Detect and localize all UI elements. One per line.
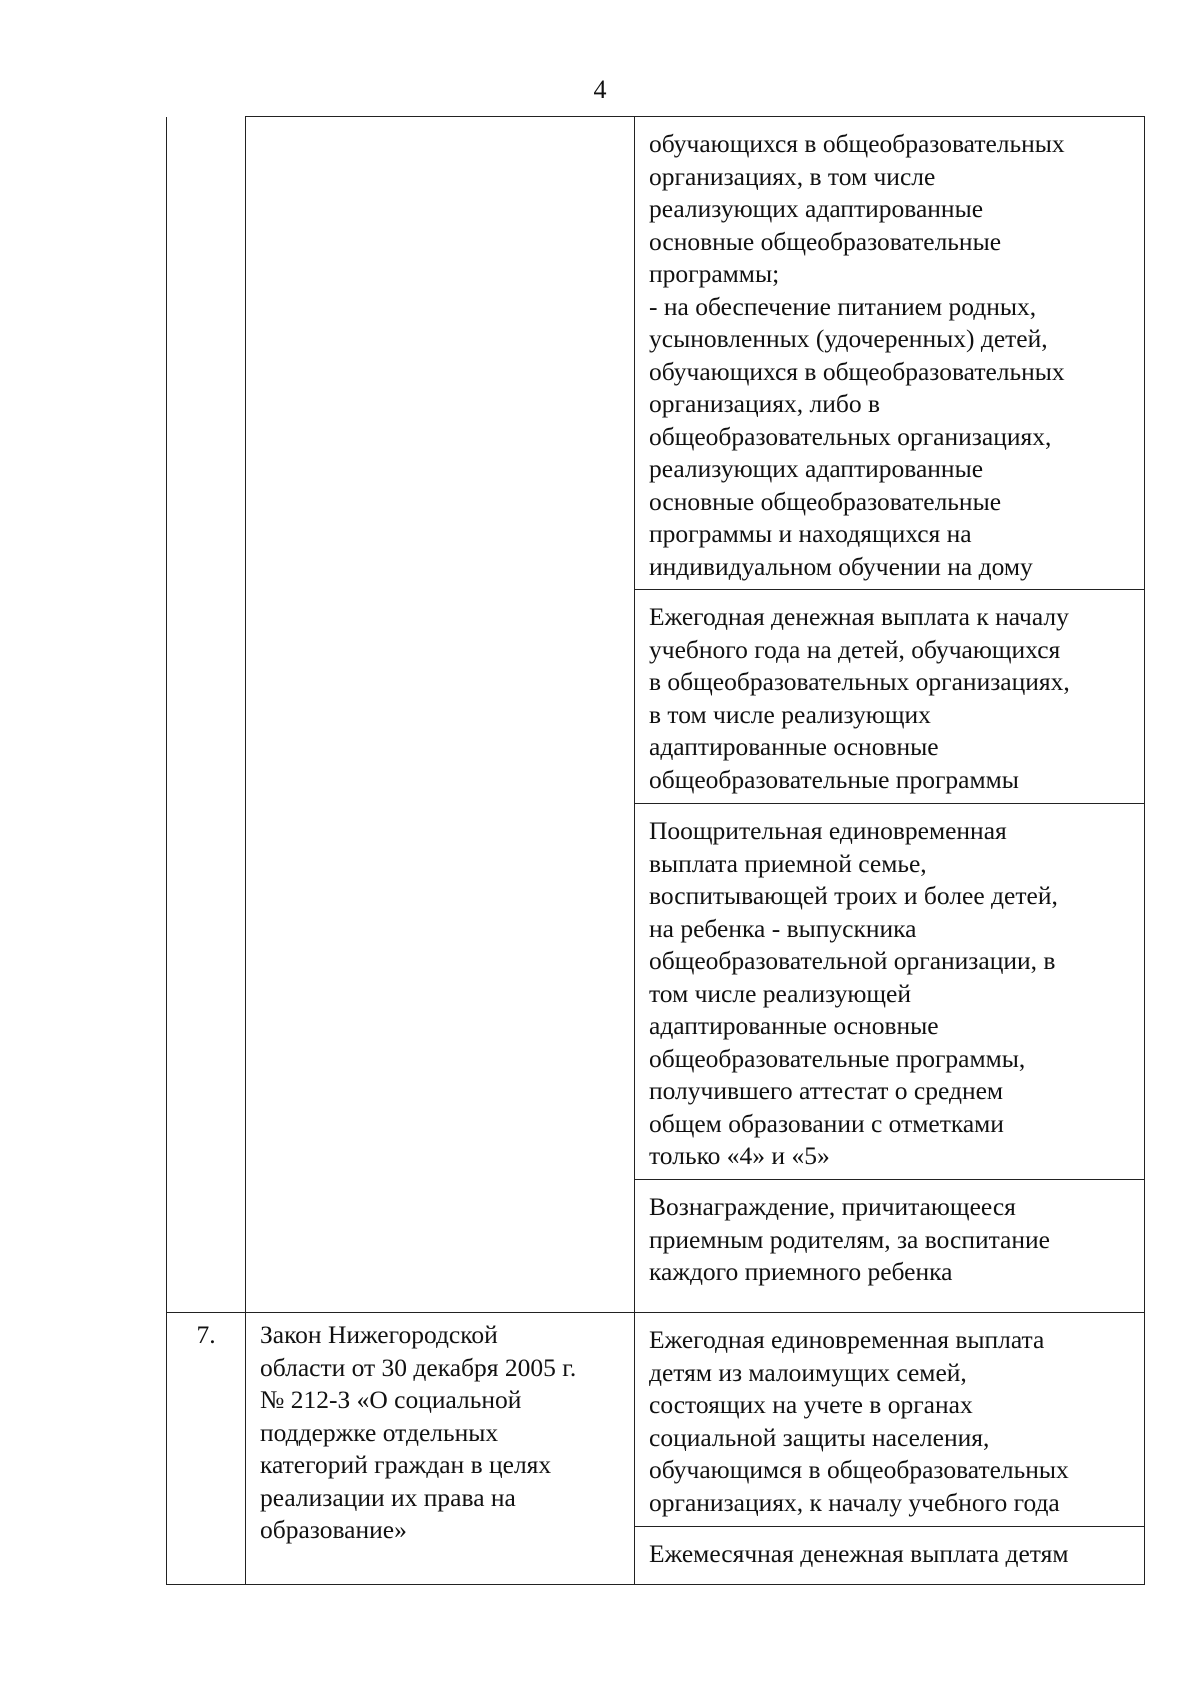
table-row — [167, 1313, 1145, 1527]
row-number — [167, 117, 246, 1313]
page-number: 4 — [593, 75, 607, 104]
table-row — [167, 117, 1145, 590]
law-cell — [246, 117, 635, 1313]
law-cell: Закон Нижегородской области от 30 декабря 2005 г. № 212-З «О социальной поддержке отдельных категорий граждан в целях реализации их права на образование» — [246, 1313, 635, 1585]
benefit-item: Поощрительная единовременная выплата приемной семье, воспитывающей троих и более детей, на ребенка - выпускника общеобразовательной организации, в том числе реализующей адаптированные основные общеобразовательные программы, получившего аттестат о среднем общем образовании с отметками только «4» и «5» — [635, 804, 1145, 1180]
benefit-item: Ежегодная денежная выплата к началу учебного года на детей, обучающихся в общеобразовательных организациях, в том числе реализующих адаптированные основные общеобразовательные программы — [635, 590, 1145, 804]
benefit-item: Вознаграждение, причитающееся приемным родителям, за воспитание каждого приемного ребенка — [635, 1180, 1145, 1313]
benefit-item: Ежемесячная денежная выплата детям — [635, 1527, 1145, 1585]
benefits-table — [166, 116, 1145, 1585]
row-number: 7. — [167, 1313, 246, 1585]
benefit-item: обучающихся в общеобразовательных организациях, в том числе реализующих адаптированные основные общеобразовательные программы; - на обеспечение питанием родных, усыновленных (удочеренных) детей, обучающихся в общеобразовательных организациях, либо в общеобразовательных организациях, реализующих адаптированные основные общеобразовательные программы и находящихся на индивидуальном обучении на дому — [635, 117, 1145, 590]
benefit-item: Ежегодная единовременная выплата детям из малоимущих семей, состоящих на учете в органах социальной защиты населения, обучающимся в общеобразовательных организациях, к началу учебного года — [635, 1313, 1145, 1527]
